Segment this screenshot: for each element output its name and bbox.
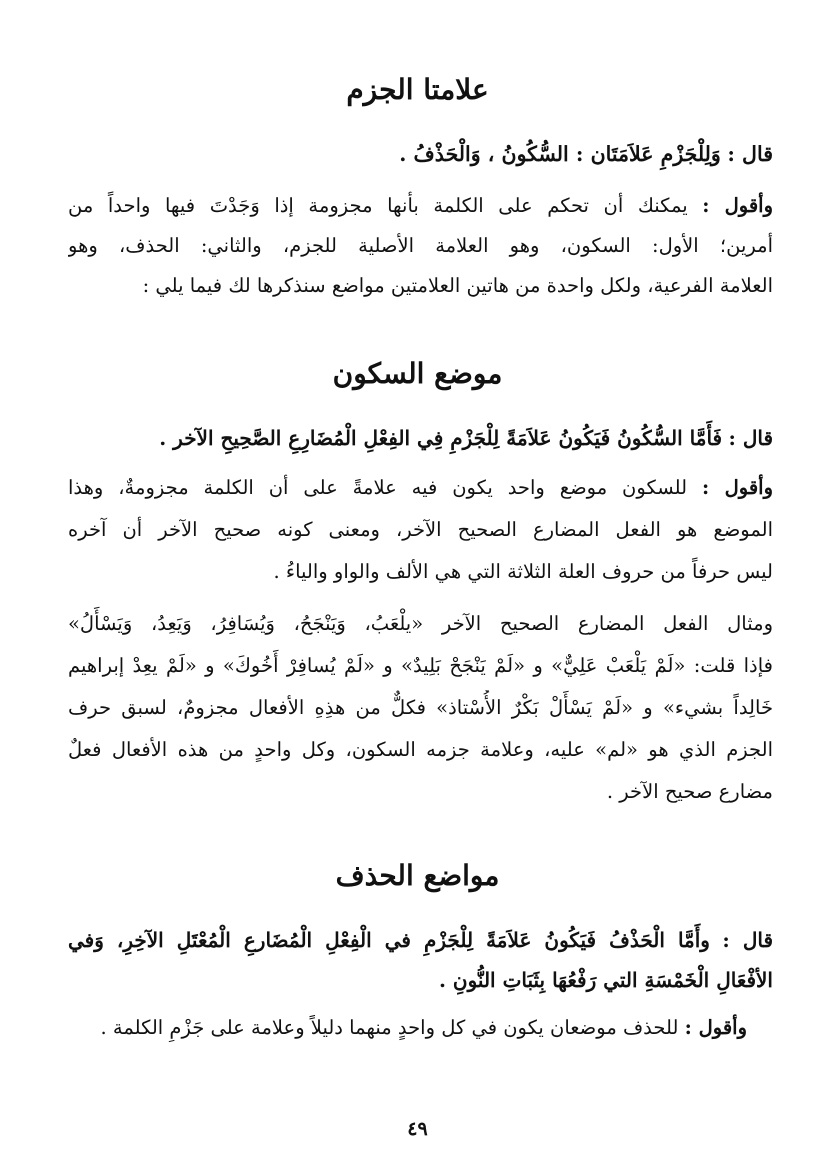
paragraph-line: [68, 1010, 747, 1046]
heading-hadhf-positions: مواضع الحذف: [335, 859, 500, 892]
aqulu-label: وأقول :: [684, 1016, 747, 1039]
paragraph-line: ومثال الفعل المضارع الصحيح الآخر «يلْعَبُ، وَيَنْجَحُ، وَيُسَافِرُ، وَيَعِدُ، وَيَسْأَلُ»: [68, 612, 773, 635]
paragraph-text: يمكنك أن تحكم على الكلمة بأنها مجزومة إذا وَجَدْتَ فيها واحداً من: [68, 194, 688, 217]
paragraph-line: الموضع هو الفعل المضارع الصحيح الآخر، ومعنى كونه صحيح الآخر أن آخره: [68, 518, 773, 541]
heading-sukun-position: موضع السكون: [332, 357, 503, 390]
matn-text: وَلِلْجَزْمِ عَلاَمَتَان : السُّكُونُ ، وَالْحَذْفُ .: [399, 142, 721, 166]
qala-line: [68, 136, 773, 172]
qala-label: قال :: [722, 928, 773, 952]
qala-label: قال :: [727, 142, 773, 166]
aqulu-label: وأقول :: [701, 476, 773, 499]
qala-label: قال :: [728, 426, 773, 450]
paragraph-text: للسكون موضع واحد يكون فيه علامةً على أن الكلمة مجزومةٌ، وهذا: [68, 476, 688, 499]
paragraph-line: [68, 188, 773, 224]
qala-line: [68, 962, 773, 998]
paragraph-line: مضارع صحيح الآخر .: [606, 780, 773, 803]
paragraph-line: فإذا قلت: «لَمْ يَلْعَبْ عَلِيٌّ» و «لَمْ يَنْجَحْ بَلِيدٌ» و «لَمْ يُسافِرْ أَخُوكَ» و «لَمْ يعِدْ إبراهيم: [68, 654, 773, 677]
paragraph-line: الجزم الذي هو «لم» عليه، وعلامة جزمه السكون، وكل واحدٍ من هذه الأفعال فعلٌ: [68, 738, 773, 761]
paragraph-line: ليس حرفاً من حروف العلة الثلاثة التي هي الألف والواو والياءُ .: [273, 560, 773, 583]
paragraph-line: العلامة الفرعية، ولكل واحدة من هاتين العلامتين مواضع سنذكرها لك فيما يلي :: [142, 274, 773, 297]
matn-text: الأفْعَالِ الْخَمْسَةِ التي رَفْعُهَا بِثَبَاتِ النُّونِ .: [438, 968, 773, 992]
paragraph-line: خَالِداً بشيء» و «لَمْ يَسْأَلْ بَكْرٌ الأُسْتاذ» فكلٌّ من هذِهِ الأفعال مجزومٌ، لسبق حرف: [68, 696, 773, 719]
paragraph-line: [68, 470, 773, 506]
heading-jazm-signs: علامتا الجزم: [346, 73, 489, 106]
qala-line: [68, 420, 773, 456]
paragraph-text: للحذف موضعان يكون في كل واحدٍ منهما دليلاً وعلامة على جَزْمِ الكلمة .: [100, 1016, 679, 1039]
paragraph-line: أمرين؛ الأول: السكون، وهو العلامة الأصلية للجزم، والثاني: الحذف، وهو: [68, 234, 773, 257]
aqulu-label: وأقول :: [702, 194, 773, 217]
page-number: ٤٩: [407, 1118, 428, 1140]
matn-text: فَأَمَّا السُّكُونُ فَيَكُونُ عَلاَمَةً لِلْجَزْمِ فِي الفِعْلِ الْمُضَارِعِ الصَّحِيحِ الآخر .: [159, 426, 723, 450]
matn-text: وأَمَّا الْحَذْفُ فَيَكُونُ عَلاَمَةً لِلْجَزْمِ في الْفِعْلِ الْمُضَارعِ الْمُعْتَلِ الآخِرِ، وَفي: [68, 928, 710, 952]
qala-line: [68, 922, 773, 958]
